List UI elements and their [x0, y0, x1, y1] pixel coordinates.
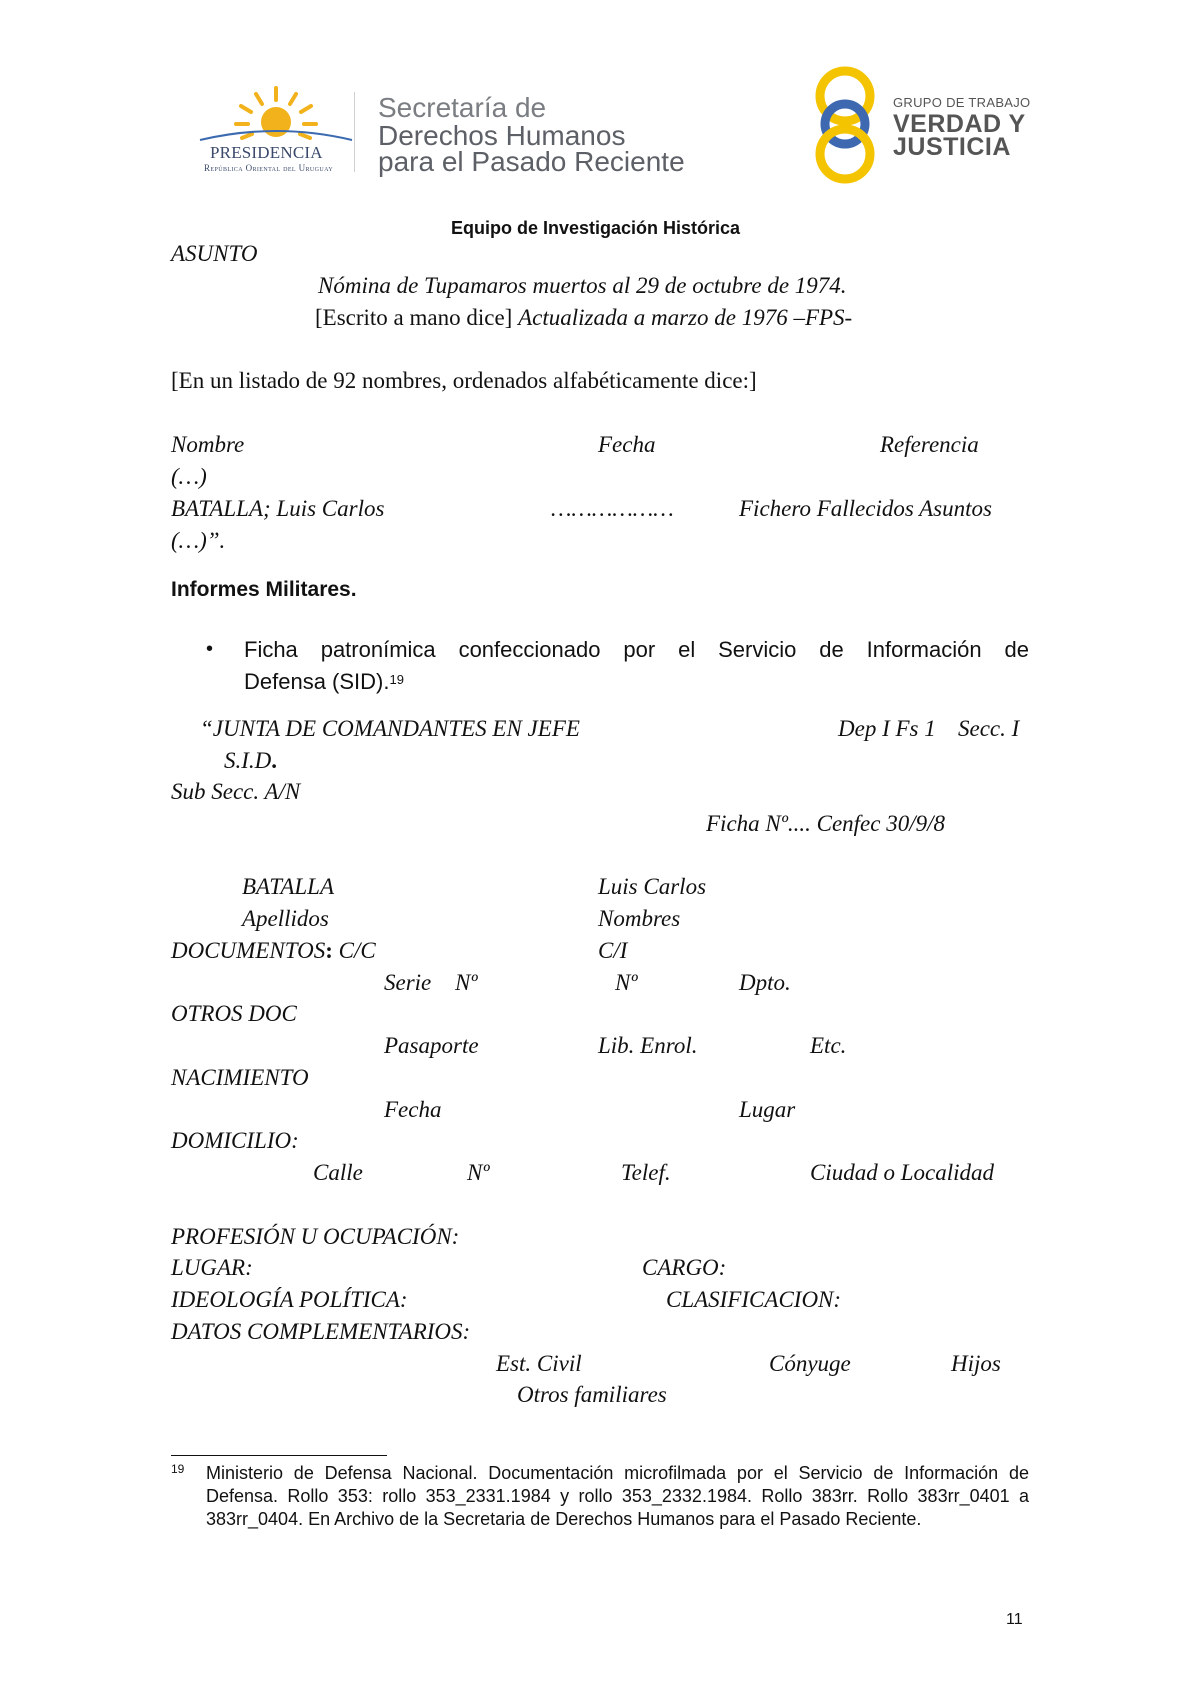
secretaria-line-3: para el Pasado Reciente	[378, 146, 685, 177]
serie-label: Serie	[384, 970, 432, 995]
documentos-cc: C/C	[338, 938, 376, 963]
dpto-label: Dpto.	[739, 970, 791, 995]
col-nombre: Nombre	[171, 432, 245, 457]
nombres-value: Luis Carlos	[598, 874, 707, 899]
hijos-label: Hijos	[951, 1351, 1001, 1376]
etc-label: Etc.	[810, 1033, 847, 1058]
est-civil-label: Est. Civil	[496, 1351, 582, 1376]
bullet-line-2-text: Defensa (SID).	[244, 669, 390, 694]
page-number: 11	[1006, 1611, 1023, 1628]
col-fecha: Fecha	[598, 432, 656, 457]
pasaporte-label: Pasaporte	[384, 1033, 479, 1058]
footnote-number: 19	[171, 1462, 185, 1476]
ellipsis-start: (…)	[171, 464, 207, 489]
datos-complementarios-label: DATOS COMPLEMENTARIOS:	[171, 1319, 471, 1344]
dep-label: Dep I Fs 1	[838, 716, 936, 741]
asunto-label: ASUNTO	[171, 241, 258, 266]
telef-label: Telef.	[621, 1160, 671, 1185]
footnote-ref: 19	[389, 672, 404, 687]
presidencia-sublabel: República Oriental del Uruguay	[204, 163, 334, 173]
team-title: Equipo de Investigación Histórica	[450, 218, 741, 238]
numero-label-3: Nº	[467, 1160, 490, 1185]
clasificacion-label: CLASIFICACION:	[666, 1287, 842, 1312]
ellipsis-end: (…)”.	[171, 528, 226, 553]
documentos-text: DOCUMENTOS	[171, 938, 326, 963]
numero-label-1: Nº	[455, 970, 478, 995]
bullet-line-2	[244, 666, 404, 698]
nombres-label: Nombres	[598, 906, 681, 931]
apellido-value: BATALLA	[242, 874, 335, 899]
sid-label	[224, 748, 277, 774]
row-date: ………………	[551, 496, 674, 521]
conyuge-label: Cónyuge	[769, 1351, 851, 1376]
fecha-nacimiento-label: Fecha	[384, 1097, 442, 1122]
otros-doc-label: OTROS DOC	[171, 1001, 297, 1026]
nacimiento-label: NACIMIENTO	[171, 1065, 309, 1090]
profesion-label: PROFESIÓN U OCUPACIÓN:	[171, 1224, 460, 1249]
otros-familiares-label: Otros familiares	[517, 1382, 667, 1407]
documentos-label	[171, 938, 376, 964]
apellidos-label: Apellidos	[242, 906, 329, 931]
ficha-number: Ficha Nº.... Cenfec 30/9/8	[706, 811, 946, 836]
informes-title: Informes Militares.	[171, 578, 357, 601]
listado-note: [En un listado de 92 nombres, ordenados alfabéticamente dice:]	[171, 368, 757, 393]
bullet-icon: •	[206, 638, 214, 660]
footnote-rule	[171, 1455, 387, 1456]
junta-header: “JUNTA DE COMANDANTES EN JEFE	[200, 716, 580, 741]
secretaria-line-1: Secretaría de	[378, 92, 547, 123]
secretaria-line-2: Derechos Humanos	[378, 120, 626, 151]
secc-label: Secc. I	[958, 716, 1020, 741]
col-referencia: Referencia	[880, 432, 979, 457]
verdad-label: VERDAD Y	[893, 110, 1026, 138]
row-name: BATALLA; Luis Carlos	[171, 496, 385, 521]
lugar-trabajo-label: LUGAR:	[171, 1255, 253, 1280]
ci-label: C/I	[598, 938, 628, 963]
presidencia-label: PRESIDENCIA	[210, 143, 323, 162]
lib-enrol-label: Lib. Enrol.	[598, 1033, 698, 1058]
footnote-text: Ministerio de Defensa Nacional. Documentación microfilmada por el Servicio de Información de Defensa. Rollo 353: rollo 353_2331.1984 y rollo 353_2332.1984. Rollo 383rr. Rollo 383rr_0401 a 383rr_0404. En Archivo de la Secretaria de Derechos Humanos para el Pasado Reciente.	[206, 1463, 1029, 1529]
header-divider	[354, 92, 355, 172]
row-reference: Fichero Fallecidos Asuntos	[739, 496, 992, 521]
sid-dot: .	[271, 748, 278, 773]
asunto-line-1: Nómina de Tupamaros muertos al 29 de octubre de 1974.	[318, 273, 847, 298]
ideologia-label: IDEOLOGÍA POLÍTICA:	[171, 1287, 408, 1312]
ciudad-label: Ciudad o Localidad	[810, 1160, 995, 1185]
numero-label-2: Nº	[615, 970, 638, 995]
lugar-nacimiento-label: Lugar	[739, 1097, 796, 1122]
grupo-trabajo-label: GRUPO DE TRABAJO	[893, 95, 1031, 110]
subsecc-label: Sub Secc. A/N	[171, 779, 301, 804]
actualizada-text: Actualizada a marzo de 1976 –FPS-	[518, 305, 853, 330]
cargo-label: CARGO:	[642, 1255, 727, 1280]
sid-text: S.I.D	[224, 748, 272, 773]
justicia-label: JUSTICIA	[893, 133, 1011, 161]
calle-label: Calle	[313, 1160, 363, 1185]
bullet-line-1: Ficha patronímica confeccionado por el Servicio de Información de	[244, 637, 1029, 662]
asunto-line-2	[315, 305, 852, 331]
documentos-colon: :	[325, 938, 333, 963]
handwritten-note: [Escrito a mano dice]	[315, 305, 513, 330]
domicilio-label: DOMICILIO:	[171, 1128, 299, 1153]
